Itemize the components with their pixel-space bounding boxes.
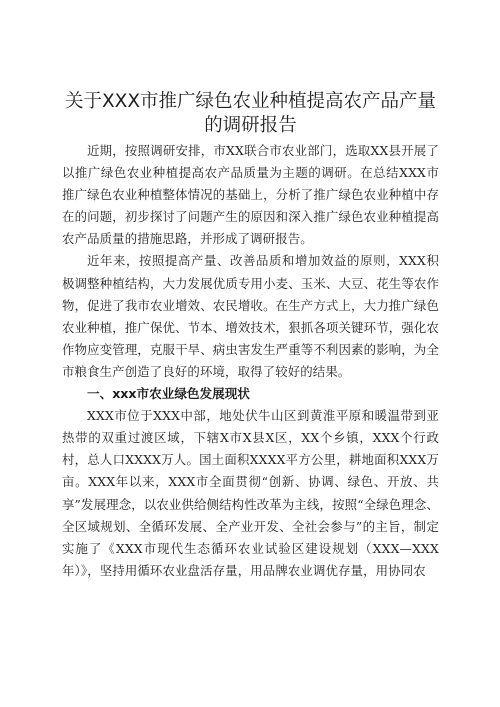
background-paragraph: 近年来，按照提高产量、改善品质和增加效益的原则，XXX积极调整种植结构，大力发展优质专用小麦、玉米、大豆、花生等农作物，促进了我市农业增效、农民增收。在生产方式上，大力推广绿色农业种植，推广保优、节本、增效技术，狠抓各项关键环节，强化农作物应变管理，克服干旱、病虫害发生严重等不利因素的影响，为全市粮食生产创造了良好的环境，取得了较好的结果。 bbox=[62, 253, 439, 379]
intro-paragraph: 近期，按照调研安排，市XX联合市农业部门，选取XX县开展了以推广绿色农业种植提高农产品质量为主题的调研。在总结XXX市推广绿色农业种植整体情况的基础上，分析了推广绿色农业种植中存在的问题，初步探讨了问题产生的原因和深入推广绿色农业种植提高农产品质量的措施思路，并形成了调研报告。 bbox=[62, 143, 439, 247]
document-page bbox=[62, 90, 439, 582]
section-heading: 一、xxx市农业绿色发展现状 bbox=[87, 386, 250, 402]
section-paragraph: XXX市位于XXX中部，地处伏牛山区到黄淮平原和暖温带到亚热带的双重过渡区域，下辖X市X县X区，XX个乡镇，XXX个行政村，总人口XXXX万人。国土面积XXXX平方公里，耕地面积XXX万亩。XXX年以来，XXX市全面贯彻“创新、协调、绿色、开放、共享”发展理念，以农业供给侧结构性改革为主线，按照“全绿色理念、全区域规划、全循环发展、全产业开发、全社会参与”的主旨，制定实施了《XXX市现代生态循环农业试验区建设规划（XXX—XXX年）》，坚持用循环农业盘活存量，用品牌农业调优存量，用协同农 bbox=[62, 408, 439, 578]
report-title bbox=[62, 90, 439, 138]
report-title-line-2: 的调研报告 bbox=[204, 115, 297, 136]
report-title-line-1: 关于XXX市推广绿色农业种植提高农产品产量 bbox=[64, 91, 437, 112]
